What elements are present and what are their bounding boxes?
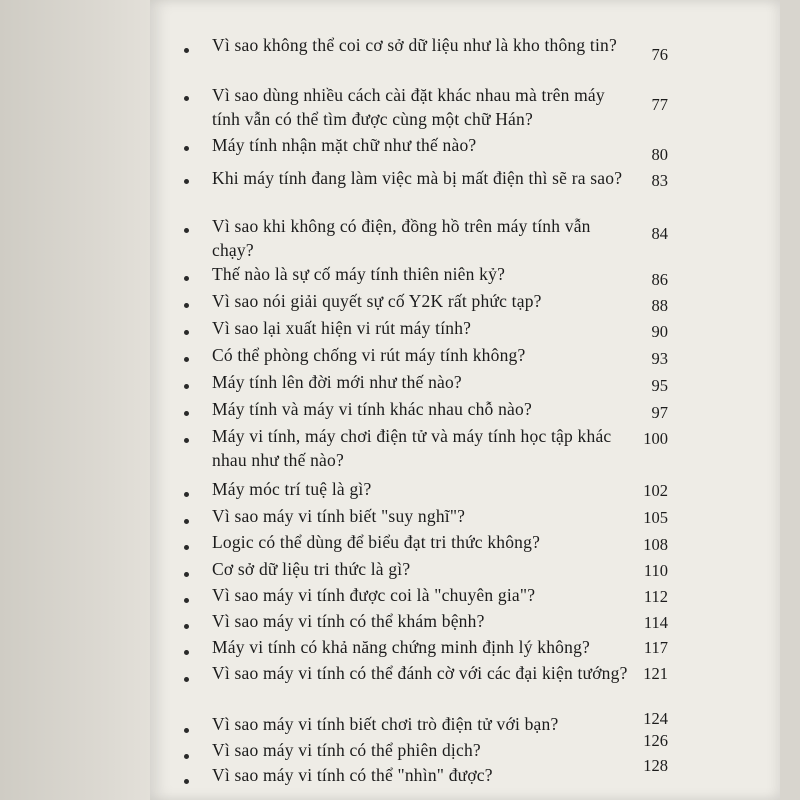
toc-entry-page: 97 [651, 403, 668, 422]
toc-entry-page: 88 [651, 296, 668, 315]
toc-entry-page: 90 [651, 322, 668, 341]
toc-entry-title: Máy tính và máy vi tính khác nhau chỗ nào? [212, 399, 532, 419]
bullet-icon [184, 572, 189, 577]
toc-entry-title: Máy tính nhận mặt chữ như thế nào? [212, 135, 477, 155]
toc-entry-title: Vì sao máy vi tính có thể đánh cờ với các đại kiện tướng? [212, 663, 628, 683]
bullet-icon [184, 276, 189, 281]
toc-entry-title: Vì sao máy vi tính được coi là "chuyên gia"? [212, 585, 536, 605]
toc-entry-title: Vì sao máy vi tính biết "suy nghĩ"? [212, 506, 466, 526]
toc-entry-title: Logic có thể dùng để biểu đạt tri thức không? [212, 532, 541, 552]
toc-entry-title: Vì sao dùng nhiều cách cài đặt khác nhau mà trên máy tính vẫn có thể tìm được cùng một chữ Hán? [212, 85, 605, 129]
toc-entry-title: Vì sao lại xuất hiện vi rút máy tính? [212, 318, 472, 338]
toc-entry-title: Máy tính lên đời mới như thế nào? [212, 372, 462, 392]
bullet-icon [184, 492, 189, 497]
toc-entry-page: 95 [651, 376, 668, 395]
bullet-icon [184, 330, 189, 335]
toc-entry-page: 128 [643, 756, 668, 775]
toc-entry-title: Máy vi tính, máy chơi điện tử và máy tính học tập khác nhau như thế nào? [212, 426, 612, 470]
bullet-icon [184, 677, 189, 682]
bullet-icon [184, 779, 189, 784]
bullet-icon [184, 650, 189, 655]
bullet-icon [184, 438, 189, 443]
toc-entry-title: Cơ sở dữ liệu tri thức là gì? [212, 559, 411, 579]
toc-entry-title: Thế nào là sự cố máy tính thiên niên kỷ? [212, 264, 506, 284]
toc-entry-page: 84 [651, 224, 668, 243]
toc-entry-page: 108 [643, 535, 668, 554]
toc-entry-title: Vì sao máy vi tính có thể "nhìn" được? [212, 765, 493, 785]
toc-entry-page: 83 [651, 171, 668, 190]
bullet-icon [184, 624, 189, 629]
toc-entry-title: Vì sao máy vi tính có thể phiên dịch? [212, 740, 481, 760]
toc-entry-page: 102 [643, 481, 668, 500]
toc-entry-page: 114 [643, 613, 668, 632]
bullet-icon [184, 728, 189, 733]
bullet-icon [184, 179, 189, 184]
bullet-icon [184, 146, 189, 151]
bullet-icon [184, 303, 189, 308]
toc-entry-title: Vì sao máy vi tính biết chơi trò điện tử với bạn? [212, 714, 559, 734]
toc-entry-page: 126 [643, 731, 668, 750]
toc-entry-title: Máy móc trí tuệ là gì? [212, 479, 372, 499]
toc-entry-title: Vì sao nói giải quyết sự cố Y2K rất phức tạp? [212, 291, 542, 311]
bullet-icon [184, 519, 189, 524]
bullet-icon [184, 598, 189, 603]
bullet-icon [184, 545, 189, 550]
toc-entry-title: Vì sao khi không có điện, đồng hồ trên máy tính vẫn chạy? [212, 216, 591, 260]
toc-entry-title: Khi máy tính đang làm việc mà bị mất điện thì sẽ ra sao? [212, 168, 623, 188]
toc-entry-page: 117 [643, 638, 668, 657]
toc-entry-page: 76 [651, 45, 668, 64]
toc-entry-page: 121 [643, 664, 668, 683]
bullet-icon [184, 384, 189, 389]
toc-entry-page: 93 [651, 349, 668, 368]
toc-entry-page: 110 [643, 561, 668, 580]
toc-entry-page: 105 [643, 508, 668, 527]
toc-entry-title: Có thể phòng chống vi rút máy tính không? [212, 345, 526, 365]
toc-entry-title: Vì sao không thể coi cơ sở dữ liệu như là kho thông tin? [212, 35, 617, 55]
toc-entry-page: 100 [643, 429, 668, 448]
toc-entry-page: 124 [643, 709, 668, 728]
bullet-icon [184, 228, 189, 233]
toc-entry-title: Máy vi tính có khả năng chứng minh định lý không? [212, 637, 590, 657]
toc-entry-title: Vì sao máy vi tính có thể khám bệnh? [212, 611, 485, 631]
bullet-icon [184, 48, 189, 53]
toc-entry-page: 86 [651, 270, 668, 289]
bullet-icon [184, 754, 189, 759]
bullet-icon [184, 96, 189, 101]
bullet-icon [184, 357, 189, 362]
toc-entry-page: 77 [651, 95, 668, 114]
toc-entry-page: 80 [651, 145, 668, 164]
toc-entry-page: 112 [643, 587, 668, 606]
bullet-icon [184, 411, 189, 416]
